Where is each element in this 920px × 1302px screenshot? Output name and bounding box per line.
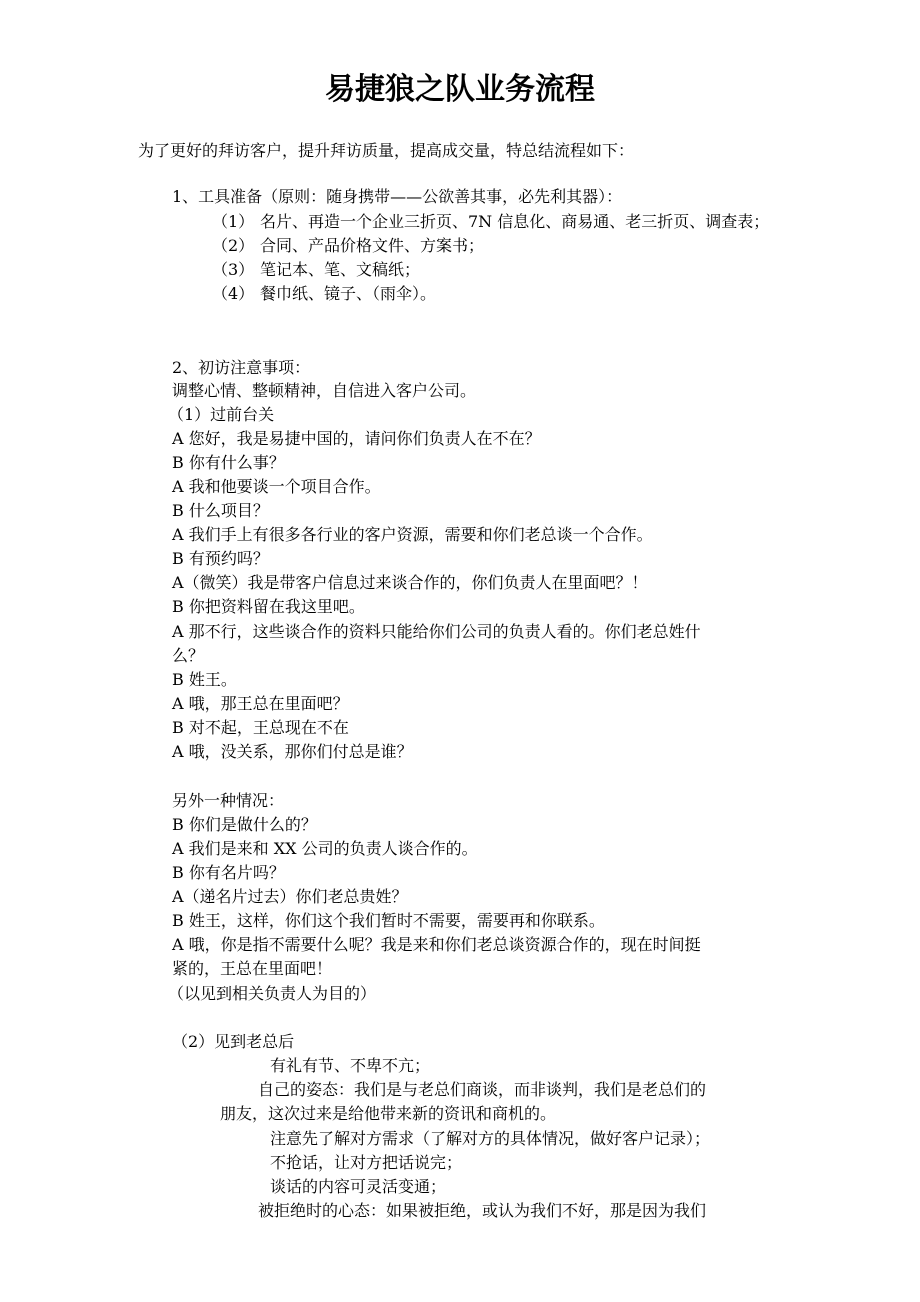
- note-line: 朋友，这次过来是给他带来新的资讯和商机的。: [220, 1104, 557, 1123]
- list-item: [212, 258, 787, 282]
- list-item: [212, 282, 787, 306]
- dialog-line: 紧的，王总在里面吧！: [172, 959, 333, 978]
- note-line: 谈话的内容可灵活变通；: [270, 1177, 447, 1196]
- item-number: （4）: [212, 284, 255, 303]
- list-item: [212, 210, 787, 234]
- note-line: 被拒绝时的心态：如果被拒绝，或认为我们不好，那是因为我们: [258, 1201, 707, 1220]
- dialog-line: B 什么项目？: [172, 501, 269, 520]
- dialog-line: A 哦，你是指不需要什么呢？我是来和你们老总谈资源合作的，现在时间挺: [172, 935, 701, 954]
- dialog-line: A 哦，没关系，那你们付总是谁？: [172, 742, 413, 761]
- item-number: （3）: [212, 260, 255, 279]
- note-line: 有礼有节、不卑不亢；: [270, 1056, 431, 1075]
- note-line: 注意先了解对方需求（了解对方的具体情况，做好客户记录）；: [270, 1129, 711, 1148]
- dialog-note: （以见到相关负责人为目的）: [168, 984, 377, 1003]
- dialog-line: A 那不行，这些谈合作的资料只能给你们公司的负责人看的。你们老总姓什: [172, 622, 701, 641]
- dialog-line: B 有预约吗？: [172, 549, 269, 568]
- list-item: [212, 234, 787, 258]
- dialog-line: B 你们是做什么的？: [172, 815, 317, 834]
- dialog-line: B 你把资料留在我这里吧。: [172, 597, 365, 616]
- intro-paragraph: 为了更好的拜访客户，提升拜访质量，提高成交量，特总结流程如下：: [138, 141, 635, 160]
- dialog-line: B 姓王，这样，你们这个我们暂时不需要，需要再和你联系。: [172, 911, 605, 930]
- note-line: 自己的姿态：我们是与老总们商谈，而非谈判，我们是老总们的: [258, 1080, 707, 1099]
- item-number: （2）: [212, 236, 255, 255]
- item-number: （1）: [212, 212, 255, 231]
- section2-heading: 2、初访注意事项：: [172, 358, 311, 377]
- dialog-line: B 对不起，王总现在不在: [172, 718, 349, 737]
- item-text: 笔记本、笔、文稿纸；: [260, 260, 421, 279]
- subsection-heading: （2）见到老总后: [172, 1032, 295, 1051]
- dialog-line: A（递名片过去）你们老总贵姓？: [172, 887, 408, 906]
- item-text: 餐巾纸、镜子、（雨伞）。: [260, 284, 437, 303]
- document-title: 易捷狼之队业务流程: [325, 72, 595, 107]
- section1-heading: 1、工具准备（原则：随身携带——公欲善其事，必先利其器）：: [172, 187, 623, 206]
- dialog-line: B 你有什么事？: [172, 453, 285, 472]
- dialog-line: A 我们是来和 XX 公司的负责人谈合作的。: [172, 839, 478, 858]
- dialog-line: A（微笑）我是带客户信息过来谈合作的，你们负责人在里面吧？！: [172, 573, 648, 592]
- subsection-heading: （1）过前台关: [168, 405, 275, 424]
- dialog-line: B 你有名片吗？: [172, 863, 285, 882]
- dialog-line: A 您好，我是易捷中国的，请问你们负责人在不在？: [172, 429, 541, 448]
- item-text: 名片、再造一个企业三折页、7N 信息化、商易通、老三折页、调查表；: [260, 212, 770, 231]
- dialog-line: B 姓王。: [172, 670, 237, 689]
- item-text: 合同、产品价格文件、方案书；: [260, 236, 485, 255]
- other-case-heading: 另外一种情况：: [172, 791, 285, 810]
- dialog-line: A 我们手上有很多各行业的客户资源，需要和你们老总谈一个合作。: [172, 525, 653, 544]
- dialog-line: 么？: [172, 646, 205, 665]
- dialog-line: A 哦，那王总在里面吧？: [172, 694, 349, 713]
- section2-lead: 调整心情、整顿精神，自信进入客户公司。: [172, 381, 477, 400]
- dialog-line: A 我和他要谈一个项目合作。: [172, 477, 381, 496]
- note-line: 不抢话，让对方把话说完；: [270, 1153, 463, 1172]
- tool-list: [212, 210, 787, 306]
